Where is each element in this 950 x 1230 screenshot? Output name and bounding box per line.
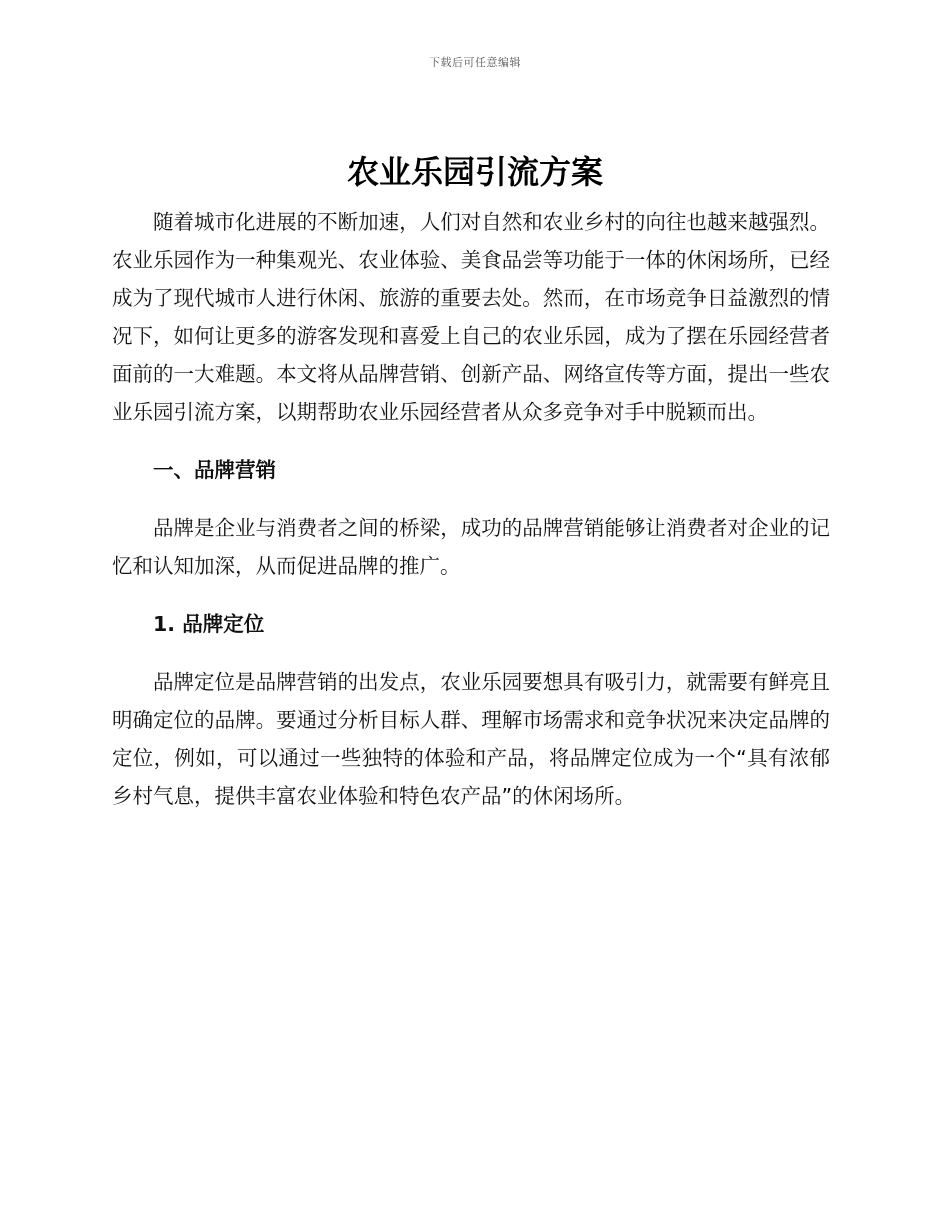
section-heading-brand-marketing: 一、品牌营销 [153, 458, 276, 482]
page-header-note: 下载后可任意编辑 [429, 56, 521, 69]
intro-paragraph: 随着城市化进展的不断加速，人们对自然和农业乡村的向往也越来越强烈。农业乐园作为一种集观光、农业体验、美食品尝等功能于一体的休闲场所，已经成为了现代城市人进行休闲、旅游的重要去处。然而，在市场竞争日益激烈的情况下，如何让更多的游客发现和喜爱上自己的农业乐园，成为了摆在乐园经营者面前的一大难题。本文将从品牌营销、创新产品、网络宣传等方面，提出一些农业乐园引流方案，以期帮助农业乐园经营者从众多竞争对手中脱颖而出。 [112, 210, 830, 424]
brand-positioning-paragraph: 品牌定位是品牌营销的出发点，农业乐园要想具有吸引力，就需要有鲜亮且明确定位的品牌。要通过分析目标人群、理解市场需求和竞争状况来决定品牌的定位，例如，可以通过一些独特的体验和产品，将品牌定位成为一个“具有浓郁乡村气息，提供丰富农业体验和特色农产品”的休闲场所。 [112, 670, 830, 808]
brand-marketing-paragraph: 品牌是企业与消费者之间的桥梁，成功的品牌营销能够让消费者对企业的记忆和认知加深，从而促进品牌的推广。 [112, 516, 830, 578]
document-title: 农业乐园引流方案 [346, 153, 603, 191]
subsection-heading-brand-positioning: 1. 品牌定位 [153, 612, 265, 636]
document-body [112, 203, 830, 815]
